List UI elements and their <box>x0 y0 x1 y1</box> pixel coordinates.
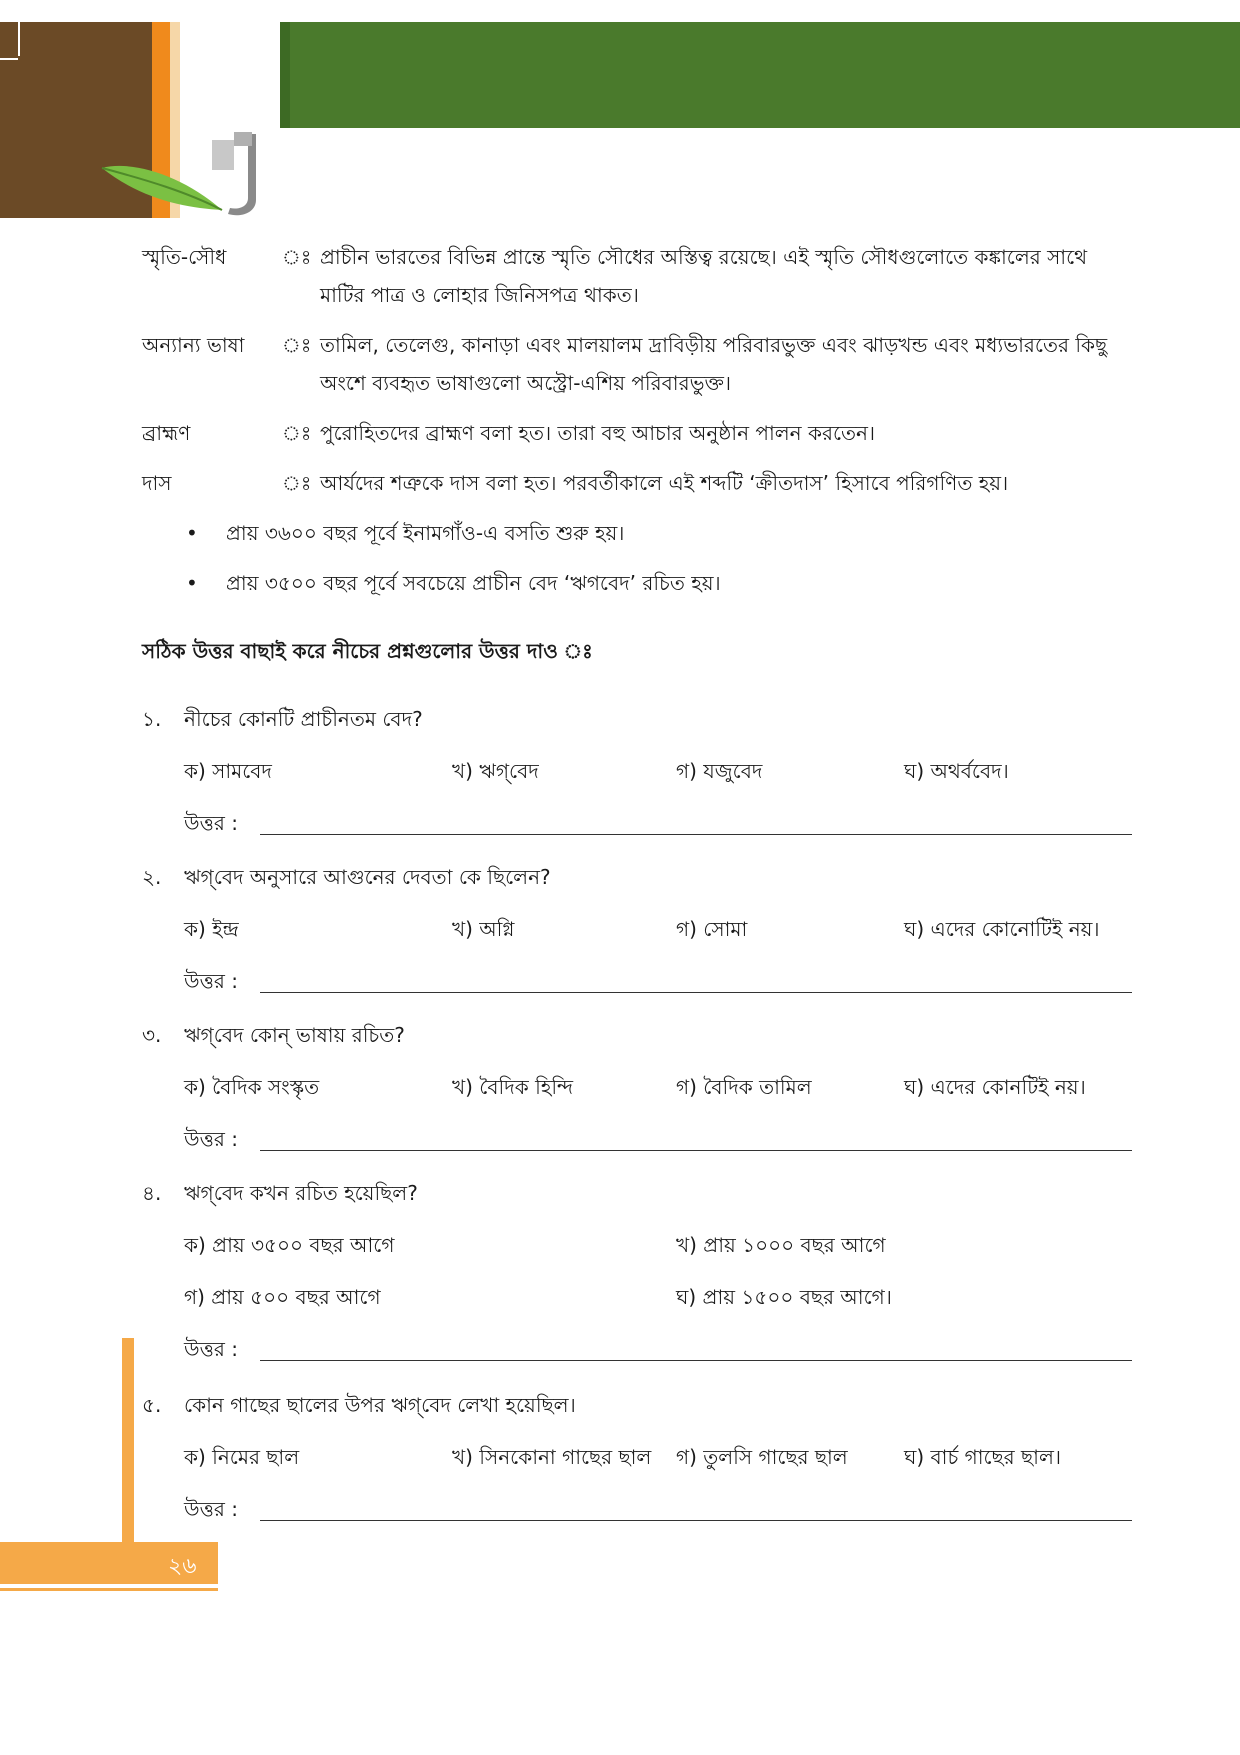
bullet-icon: • <box>186 521 198 545</box>
definition-colon: ঃ <box>282 333 312 357</box>
answer-label: উত্তর : <box>184 1337 238 1361</box>
definition-row <box>142 238 1134 314</box>
definition-term: দাস <box>142 471 172 495</box>
page-number-underline <box>0 1588 218 1591</box>
fact-text: প্রায় ৩৫০০ বছর পূর্বে সবচেয়ে প্রাচীন বেদ ‘ঋগবেদ’ রচিত হয়। <box>226 571 721 595</box>
answer-label: উত্তর : <box>184 969 238 993</box>
answer-line[interactable] <box>260 1360 1132 1361</box>
leaf-icon <box>92 130 282 230</box>
answer-line[interactable] <box>260 1150 1132 1151</box>
option-row <box>142 1438 1132 1476</box>
definition-term: স্মৃতি-সৌধ <box>142 245 227 269</box>
option-ka[interactable]: ক) ইন্দ্র <box>184 917 239 941</box>
answer-row <box>142 1330 1132 1368</box>
option-ga[interactable]: গ) সোমা <box>676 917 748 941</box>
question-number: ২. <box>142 865 162 889</box>
answer-row <box>142 1490 1132 1528</box>
option-ga[interactable]: গ) তুলসি গাছের ছাল <box>676 1445 848 1469</box>
definition-text: পুরোহিতদের ব্রাহ্মণ বলা হত। তারা বহু আচার অনুষ্ঠান পালন করতেন। <box>320 421 876 445</box>
answer-label: উত্তর : <box>184 1127 238 1151</box>
fact-item <box>142 564 1134 602</box>
option-ga[interactable]: গ) প্রায় ৫০০ বছর আগে <box>184 1285 381 1309</box>
question-3 <box>142 1016 1132 1174</box>
question-2 <box>142 858 1132 1016</box>
question-number: ৩. <box>142 1023 162 1047</box>
page-number: ২৬ <box>168 1554 197 1579</box>
definition-term: অন্যান্য ভাষা <box>142 333 245 357</box>
footer-bar-vertical <box>122 1338 134 1544</box>
question-5 <box>142 1386 1132 1544</box>
question-number: ১. <box>142 707 162 731</box>
definition-text: আর্যদের শত্রুকে দাস বলা হত। পরবর্তীকালে এই শব্দটি ‘ক্রীতদাস’ হিসাবে পরিগণিত হয়। <box>320 471 1009 495</box>
definition-row <box>142 326 1134 402</box>
answer-label: উত্তর : <box>184 811 238 835</box>
question-text: ঋগ্‌বেদ কোন্‌ ভাষায় রচিত? <box>184 1023 405 1047</box>
question-text: ঋগ্‌বেদ কখন রচিত হয়েছিল? <box>184 1181 418 1205</box>
option-gha[interactable]: ঘ) প্রায় ১৫০০ বছর আগে। <box>676 1285 892 1309</box>
answer-line[interactable] <box>260 1520 1132 1521</box>
question-number: ৪. <box>142 1181 162 1205</box>
option-kha[interactable]: খ) বৈদিক হিন্দি <box>452 1075 574 1099</box>
answer-label: উত্তর : <box>184 1497 238 1521</box>
option-row <box>142 1278 1132 1316</box>
question-list <box>142 700 1132 1544</box>
header-band <box>280 22 1240 128</box>
option-row <box>142 1068 1132 1106</box>
option-ka[interactable]: ক) নিমের ছাল <box>184 1445 300 1469</box>
fact-text: প্রায় ৩৬০০ বছর পূর্বে ইনামগাঁও-এ বসতি শুরু হয়। <box>226 521 625 545</box>
option-ka[interactable]: ক) সামবেদ <box>184 759 272 783</box>
definition-term: ব্রাহ্মণ <box>142 421 191 445</box>
definition-row <box>142 464 1134 502</box>
answer-row <box>142 962 1132 1000</box>
option-ka[interactable]: ক) বৈদিক সংস্কৃত <box>184 1075 320 1099</box>
option-row <box>142 910 1132 948</box>
option-gha[interactable]: ঘ) অথর্ববেদ। <box>904 759 1009 783</box>
corner-line <box>18 22 20 56</box>
definition-colon: ঃ <box>282 471 312 495</box>
option-kha[interactable]: খ) অগ্নি <box>452 917 515 941</box>
bullet-icon: • <box>186 571 198 595</box>
option-ga[interactable]: গ) বৈদিক তামিল <box>676 1075 812 1099</box>
definition-colon: ঃ <box>282 245 312 269</box>
option-ka[interactable]: ক) প্রায় ৩৫০০ বছর আগে <box>184 1233 395 1257</box>
definitions-section <box>142 238 1134 614</box>
option-kha[interactable]: খ) প্রায় ১০০০ বছর আগে <box>676 1233 886 1257</box>
header-band-edge <box>280 22 290 128</box>
question-text: ঋগ্‌বেদ অনুসারে আগুনের দেবতা কে ছিলেন? <box>184 865 551 889</box>
answer-line[interactable] <box>260 992 1132 993</box>
definition-colon: ঃ <box>282 421 312 445</box>
question-text: নীচের কোনটি প্রাচীনতম বেদ? <box>184 707 423 731</box>
question-4 <box>142 1174 1132 1386</box>
option-row <box>142 752 1132 790</box>
answer-line[interactable] <box>260 834 1132 835</box>
corner-line <box>0 58 18 60</box>
fact-item <box>142 514 1134 552</box>
option-kha[interactable]: খ) সিনকোনা গাছের ছাল <box>452 1445 652 1469</box>
definition-row <box>142 414 1134 452</box>
question-1 <box>142 700 1132 858</box>
question-number: ৫. <box>142 1393 162 1417</box>
option-gha[interactable]: ঘ) এদের কোনোটিই নয়। <box>904 917 1100 941</box>
definition-text: প্রাচীন ভারতের বিভিন্ন প্রান্তে স্মৃতি সৌধের অস্তিত্ব রয়েছে। এই স্মৃতি সৌধগুলোতে কঙ্কালের সাথে মাটির পাত্র ও লোহার জিনিসপত্র থাকত। <box>320 245 1088 307</box>
option-row <box>142 1226 1132 1264</box>
definition-text: তামিল, তেলেগু, কানাড়া এবং মালয়ালম দ্রাবিড়ীয় পরিবারভুক্ত এবং ঝাড়খন্ড এবং মধ্যভারতের কিছু অংশে ব্যবহৃত ভাষাগুলো অস্ট্রো-এশিয় পরিবারভুক্ত। <box>320 333 1108 395</box>
answer-row <box>142 804 1132 842</box>
option-kha[interactable]: খ) ঋগ্‌বেদ <box>452 759 539 783</box>
exercise-instruction: সঠিক উত্তর বাছাই করে নীচের প্রশ্নগুলোর উত্তর দাও ঃ <box>142 639 593 663</box>
option-gha[interactable]: ঘ) এদের কোনটিই নয়। <box>904 1075 1086 1099</box>
fact-list <box>142 514 1134 602</box>
option-gha[interactable]: ঘ) বার্চ গাছের ছাল। <box>904 1445 1061 1469</box>
answer-row <box>142 1120 1132 1158</box>
question-text: কোন গাছের ছালের উপর ঋগ্‌বেদ লেখা হয়েছিল। <box>184 1393 576 1417</box>
option-ga[interactable]: গ) যজুবেদ <box>676 759 763 783</box>
